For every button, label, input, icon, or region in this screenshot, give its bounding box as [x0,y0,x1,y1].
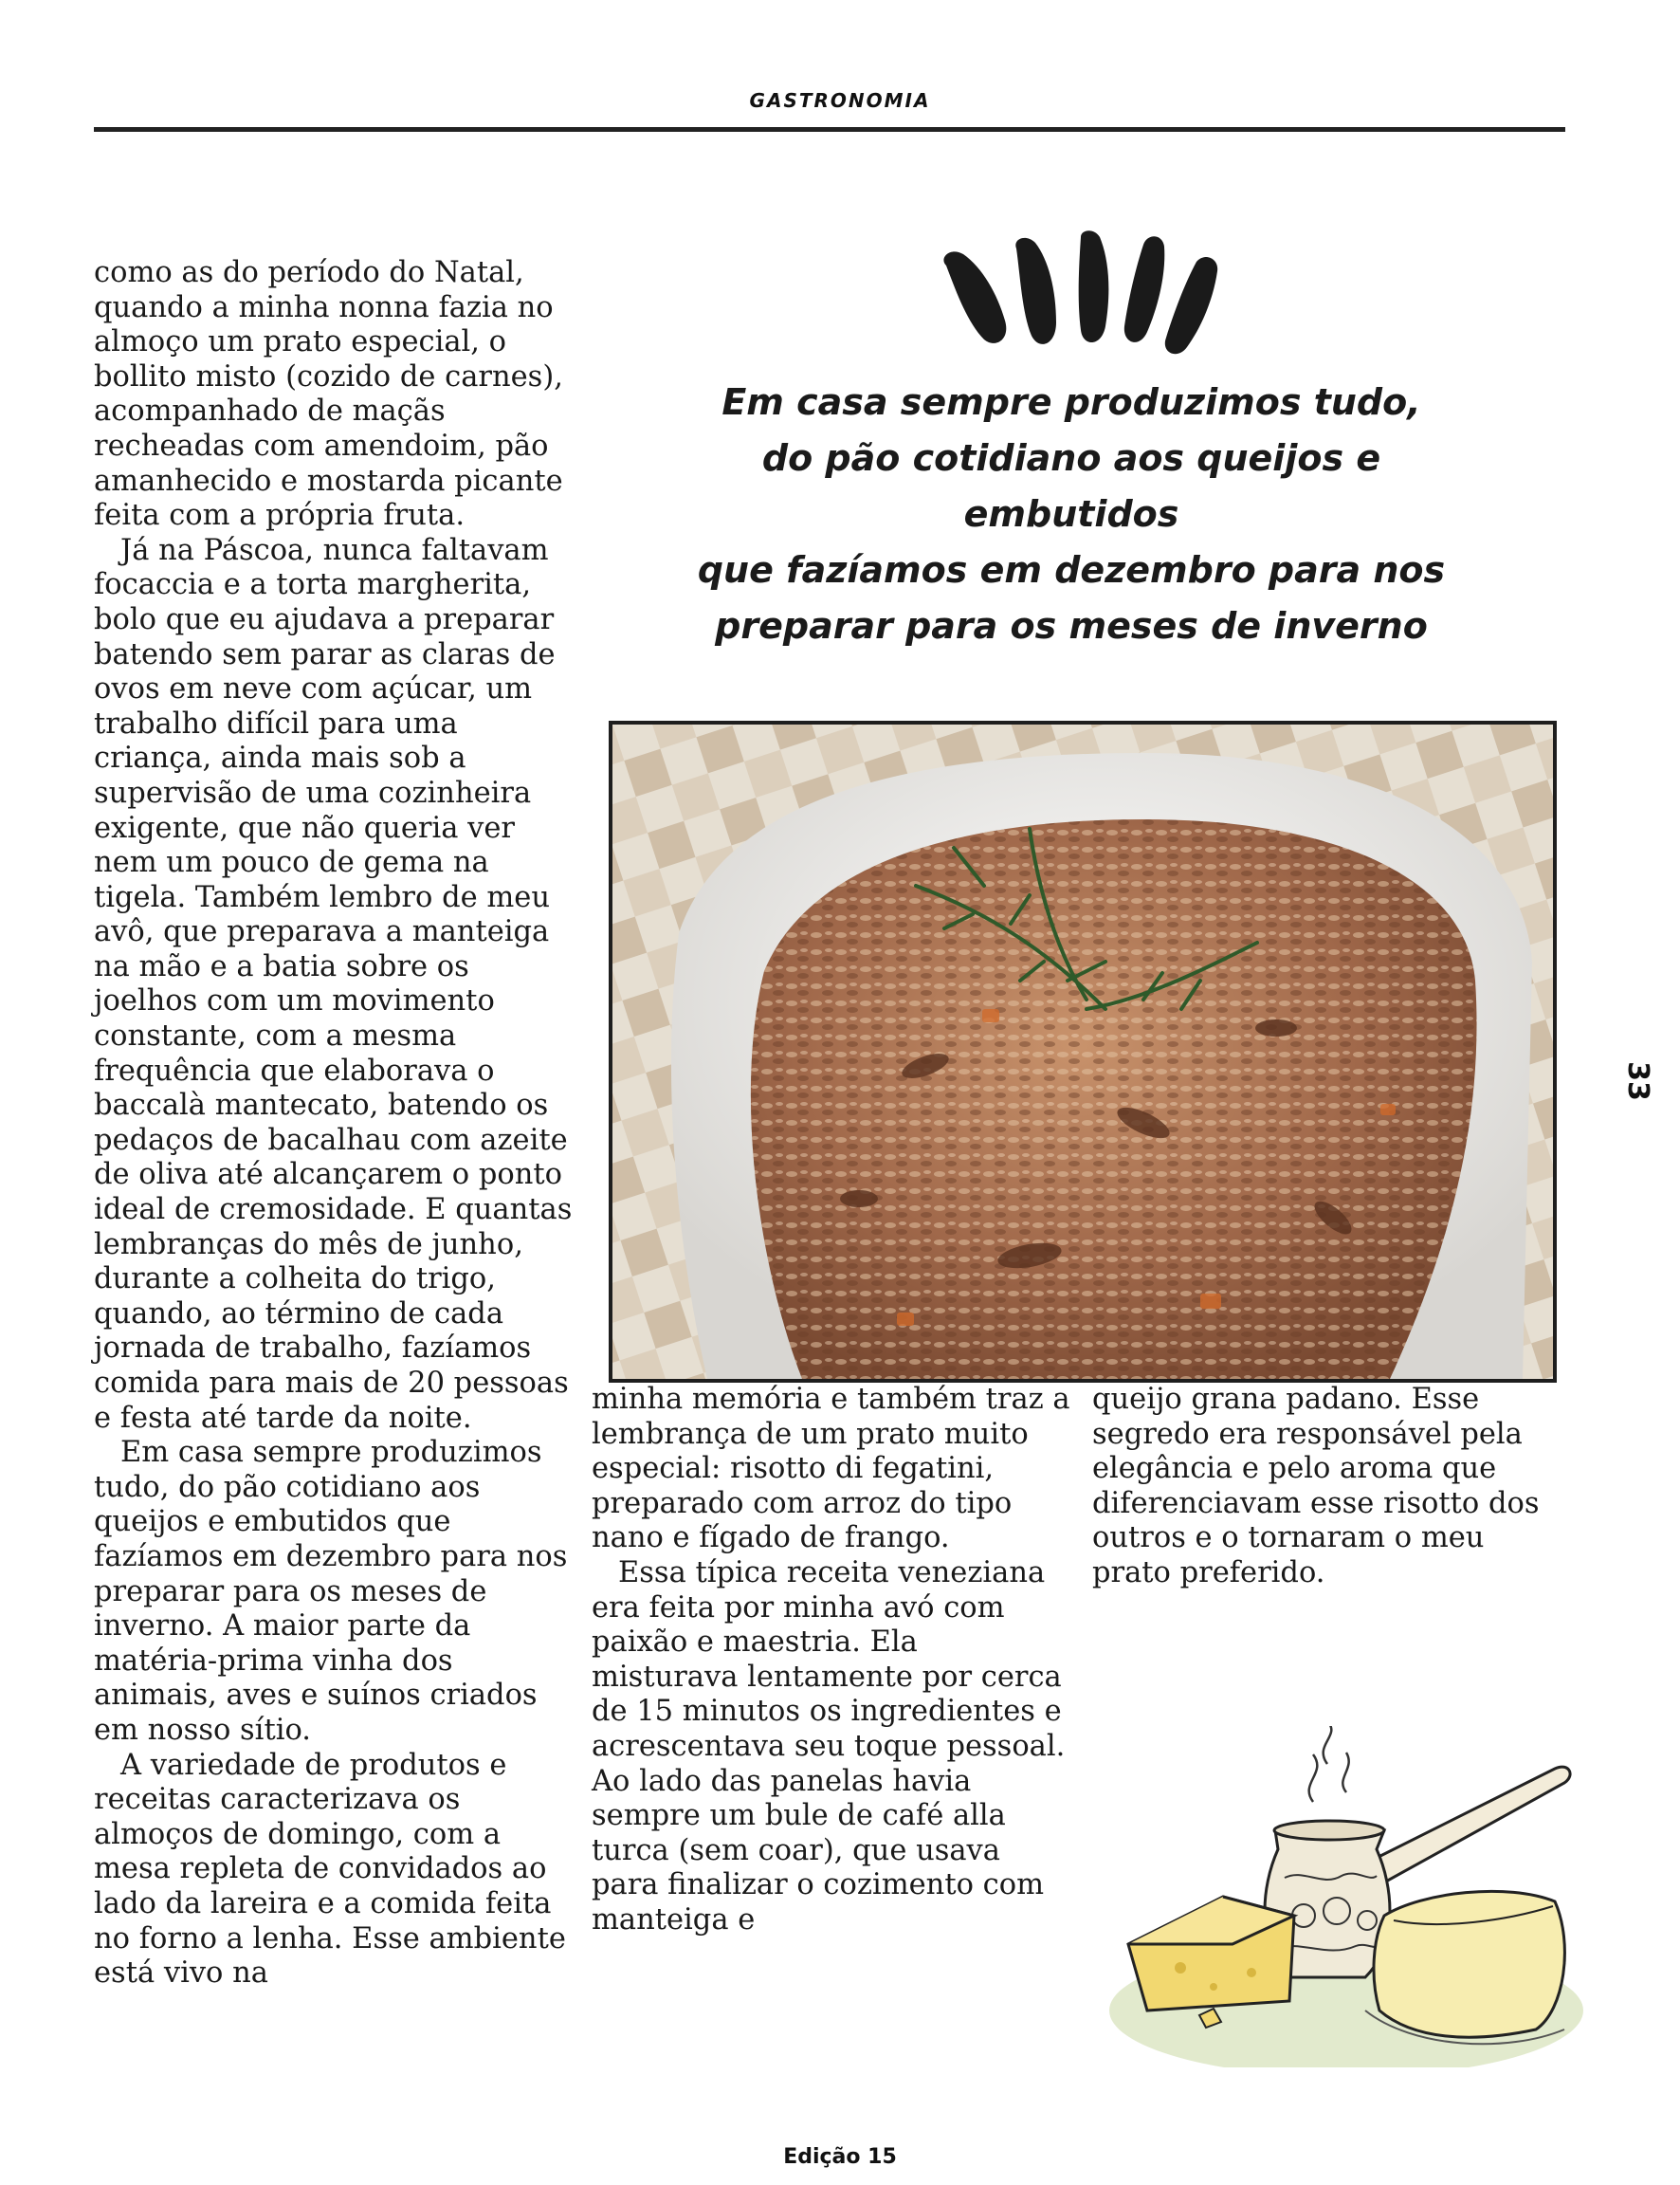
paragraph: Em casa sempre produzimos tudo, do pão cotidiano aos queijos e embutidos que fazíamos em dezembro para nos preparar para os meses de inverno. A maior parte da matéria-prima vinha dos animais, aves e suínos criados em nosso sítio. [94,1436,568,1747]
pull-quote [664,375,1479,654]
pull-quote-line: que fazíamos em dezembro para nos [697,549,1446,591]
risotto-photo [609,721,1557,1383]
pull-quote-line: do pão cotidiano aos queijos e embutidos [761,437,1381,535]
paragraph: queijo grana padano. Esse segredo era responsável pela elegância e pelo aroma que diferenciavam esse risotto dos outros e o tornaram o meu prato preferido. [1092,1383,1540,1589]
article-column-3 [1092,1383,1571,1591]
article-column-2 [592,1383,1070,1938]
paragraph: A variedade de produtos e receitas caracterizava os almoços de domingo, com a mesa repleta de convidados ao lado da lareira e a comida feita no forno a lenha. Esse ambiente está vivo na [94,1748,566,1991]
page-number [1609,1043,1666,1119]
pull-quote-line: preparar para os meses de inverno [715,605,1428,647]
paragraph: como as do período do Natal, quando a minha nonna fazia no almoço um prato especial, o bollito misto (cozido de carnes), acompanhado de maçãs recheadas com amendoim, pão amanhecido e mostarda picante feita com a própria fruta. [94,256,563,533]
quote-marks-icon [929,228,1242,370]
risotto-image [612,725,1553,1379]
pull-quote-line: Em casa sempre produzimos tudo, [721,381,1421,423]
article-column-1 [94,256,577,1992]
paragraph: minha memória e também traz a lembrança de um prato muito especial: risotto di fegatini, preparado com arroz do tipo nano e fígado de frango. [592,1383,1070,1555]
coffee-pot-cheese-butter-illustration [1109,1726,1583,2067]
edition-footer: Edição 15 [783,2145,897,2169]
paragraph: Essa típica receita veneziana era feita por minha avó com paixão e maestria. Ela misturava lentamente por cerca de 15 minutos os ingredientes e acrescentava seu toque pessoal. Ao lado das panelas havia sempre um bule de café alla turca (sem coar), que usava para finalizar o cozimento com manteiga e [592,1555,1066,1937]
paragraph: Já na Páscoa, nunca faltavam focaccia e a torta margherita, bolo que eu ajudava a preparar batendo sem parar as claras de ovos em neve com açúcar, um trabalho difícil para uma criança, ainda mais sob a supervisão de uma cozinheira exigente, que não queria ver nem um pouco de gema na tigela. Também lembro de meu avô, que preparava a manteiga na mão e a batia sobre os joelhos com um movimento constante, com a mesma frequência que elaborava o baccalà mantecato, batendo os pedaços de bacalhau com azeite de oliva até alcançarem o ponto ideal de cremosidade. E quantas lembranças do mês de junho, durante a colheita do trigo, quando, ao término de cada jornada de trabalho, fazíamos comida para mais de 20 pessoas e festa até tarde da noite. [94,533,573,1435]
section-label: GASTRONOMIA [749,89,931,112]
page-number-text: 33 [1621,1061,1654,1101]
header-rule [94,127,1565,132]
